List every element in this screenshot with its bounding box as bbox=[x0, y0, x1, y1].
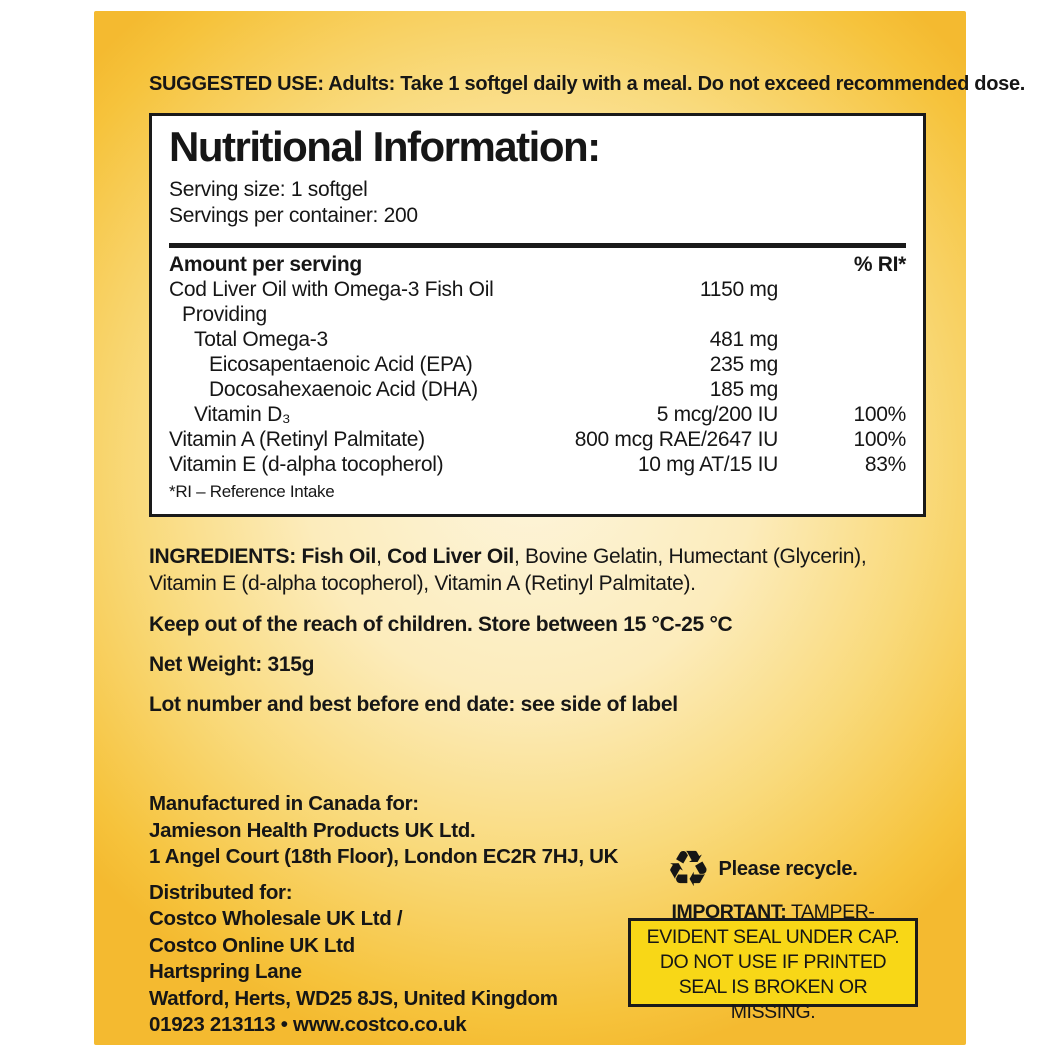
serving-size: Serving size: 1 softgel bbox=[169, 178, 368, 201]
nutrient-amount: 1150 mg bbox=[699, 278, 778, 301]
nutrient-ri-percent bbox=[778, 302, 906, 327]
nutrient-row bbox=[169, 377, 906, 402]
nutrient-amount: 185 mg bbox=[709, 378, 778, 401]
ingredients-text bbox=[149, 543, 929, 597]
panel-title: Nutritional Information: bbox=[169, 123, 600, 170]
nutrient-row bbox=[169, 402, 906, 427]
address-line: Costco Wholesale UK Ltd / bbox=[149, 907, 403, 930]
servings-per-container: Servings per container: 200 bbox=[169, 204, 418, 227]
nutrient-row bbox=[169, 427, 906, 452]
panel-divider-bar bbox=[169, 243, 906, 248]
nutrient-name: Docosahexaenoic Acid (DHA) bbox=[209, 378, 478, 401]
nutrient-amount: 481 mg bbox=[709, 328, 778, 351]
panel-column-headers bbox=[169, 253, 906, 277]
recycle-row bbox=[666, 840, 858, 898]
amount-per-serving-header: Amount per serving bbox=[169, 253, 362, 276]
address-line: Watford, Herts, WD25 8JS, United Kingdom bbox=[149, 986, 558, 1010]
address-line: Jamieson Health Products UK Ltd. bbox=[149, 818, 476, 842]
nutrient-row bbox=[169, 302, 906, 327]
nutrient-row bbox=[169, 327, 906, 352]
nutrient-ri-percent bbox=[778, 352, 906, 377]
product-label bbox=[94, 11, 1026, 1045]
text-segment: TAMPER-EVIDENT SEAL UNDER CAP. DO NOT USE IF PRINTED SEAL IS BROKEN OR MISSING. bbox=[646, 901, 900, 1023]
address-line: Manufactured in Canada for: bbox=[149, 792, 419, 815]
storage-warning-text: Keep out of the reach of children. Store between 15 °C-25 °C bbox=[149, 613, 733, 636]
nutrient-ri-percent: 100% bbox=[853, 403, 906, 426]
nutrient-name: Total Omega-3 bbox=[194, 328, 328, 351]
text-segment: , Bovine Gelatin, Humectant (Glycerin), Vitamin E (d-alpha tocopherol), Vitamin A (Retinyl Palmitate). bbox=[149, 545, 867, 595]
text-segment: INGREDIENTS: bbox=[149, 545, 302, 568]
nutrient-name: Providing bbox=[182, 303, 267, 326]
text-segment: , bbox=[376, 545, 388, 568]
nutrient-name: Eicosapentaenoic Acid (EPA) bbox=[209, 353, 473, 376]
recycle-icon: ♻ bbox=[666, 840, 711, 898]
address-line: Costco Online UK Ltd bbox=[149, 933, 355, 957]
recycle-label: Please recycle. bbox=[718, 857, 858, 880]
nutrition-panel bbox=[149, 113, 926, 517]
address-line: 1 Angel Court (18th Floor), London EC2R 7HJ, UK bbox=[149, 845, 619, 868]
nutrient-name: Vitamin E (d-alpha tocopherol) bbox=[169, 453, 444, 476]
nutrient-amount bbox=[543, 302, 778, 327]
nutrient-row bbox=[169, 277, 906, 302]
nutrient-amount: 235 mg bbox=[709, 353, 778, 376]
nutrient-name: Cod Liver Oil with Omega-3 Fish Oil bbox=[169, 278, 494, 301]
nutrient-ri-percent bbox=[778, 377, 906, 402]
nutrient-row bbox=[169, 452, 906, 477]
text-segment: IMPORTANT: bbox=[671, 901, 787, 923]
nutrient-ri-percent bbox=[778, 277, 906, 302]
nutrient-row bbox=[169, 352, 906, 377]
tamper-seal-warning-text bbox=[639, 900, 907, 1025]
lot-number-text: Lot number and best before end date: see side of label bbox=[149, 693, 678, 716]
nutrient-amount: 10 mg AT/15 IU bbox=[637, 453, 778, 476]
text-segment: Cod Liver Oil bbox=[387, 545, 514, 568]
nutrient-name: Vitamin D₃ bbox=[194, 403, 291, 426]
text-segment: Fish Oil bbox=[301, 545, 377, 568]
address-line: 01923 213113 • www.costco.co.uk bbox=[149, 1013, 467, 1036]
nutrient-name: Vitamin A (Retinyl Palmitate) bbox=[169, 428, 425, 451]
suggested-use-text: SUGGESTED USE: Adults: Take 1 softgel daily with a meal. Do not exceed recommended dose. bbox=[149, 73, 1026, 95]
nutrient-ri-percent: 100% bbox=[853, 428, 906, 451]
percent-ri-header: % RI* bbox=[853, 253, 906, 276]
nutrient-amount: 5 mcg/200 IU bbox=[656, 403, 778, 426]
nutrient-rows bbox=[169, 277, 906, 477]
net-weight-text: Net Weight: 315g bbox=[149, 653, 315, 676]
nutrient-amount: 800 mcg RAE/2647 IU bbox=[574, 428, 778, 451]
tamper-seal-warning-box bbox=[628, 901, 918, 1023]
nutrient-ri-percent: 83% bbox=[864, 453, 906, 476]
address-line: Distributed for: bbox=[149, 880, 293, 904]
nutrient-ri-percent bbox=[778, 327, 906, 352]
ri-footnote: *RI – Reference Intake bbox=[169, 482, 335, 501]
address-line: Hartspring Lane bbox=[149, 960, 302, 983]
